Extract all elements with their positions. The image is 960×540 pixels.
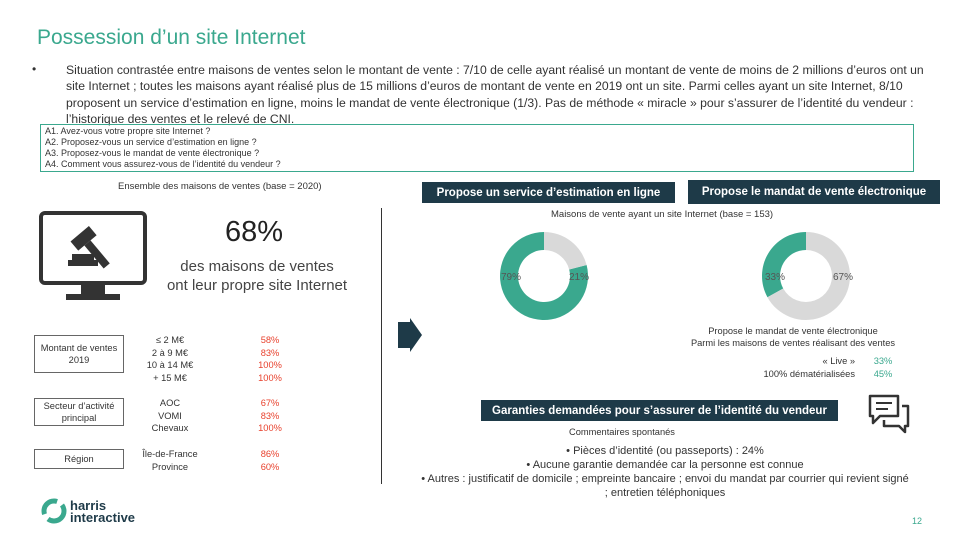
segment-pct: 83% (260, 410, 280, 421)
guarantees-list (420, 444, 910, 500)
segment-value: ≤ 2 M€ (155, 335, 185, 345)
page-title: Possession d’un site Internet (37, 26, 306, 49)
segment-values-montant (140, 334, 200, 384)
mandat-detail-line-2: Parmi les maisons de ventes réalisant des ventes (690, 337, 896, 348)
base-left: Ensemble des maisons de ventes (base = 2020) (118, 181, 322, 192)
tag-mandat: Propose le mandat de vente électronique (688, 180, 940, 204)
segment-label-secteur: Secteur d’activité principal (34, 398, 124, 426)
guarantee-item: • Pièces d’identité (ou passeports) : 24% (566, 445, 764, 457)
computer-gavel-icon (38, 210, 148, 302)
vertical-divider (381, 208, 382, 484)
tag-garanties: Garanties demandées pour s’assurer de l’identité du vendeur (481, 400, 838, 421)
bullet-mark: • (32, 62, 37, 76)
question-a3: A3. Proposez-vous le mandat de vente électronique ? (45, 148, 260, 158)
guarantee-item: • Aucune garantie demandée car la personne est connue (526, 459, 804, 471)
segment-value: Île-de-France (142, 449, 198, 459)
segment-pcts-secteur (240, 397, 300, 435)
mandat-detail-labels (752, 355, 855, 380)
donut-estimation-yes-label: 79% (501, 272, 522, 283)
donut-mandat (758, 230, 868, 322)
segment-value: 2 à 9 M€ (151, 347, 189, 358)
segment-pct: 100% (258, 372, 282, 383)
page-number: 12 (912, 516, 923, 526)
segment-value: Province (151, 461, 189, 472)
mandat-detail-label: « Live » (822, 356, 855, 366)
segment-pcts-region (240, 448, 300, 473)
comments-icon (866, 392, 912, 436)
mandat-detail-line-1: Propose le mandat de vente électronique (708, 326, 878, 336)
headline-percentage: 68% (225, 216, 284, 248)
headline-line-2: ont leur propre site Internet (166, 277, 348, 294)
mandat-detail-title (678, 326, 908, 349)
mandat-detail-label: 100% dématérialisées (763, 368, 855, 379)
donut-estimation-no-slice (544, 232, 587, 270)
mandat-detail-pcts (868, 355, 898, 380)
donut-estimation-no-label: 21% (569, 272, 590, 283)
tag-estimation: Propose un service d’estimation en ligne (422, 182, 675, 203)
donut-mandat-no-label: 67% (833, 272, 854, 283)
summary-text: Situation contrastée entre maisons de ventes selon le montant de vente : 7/10 de celle ayant réalisé un montant de vente de moins de 2 millions d’euros ont un site Internet ; toutes les maisons ayant réalisé plus de 15 millions d’euros de montant de vente en 2019 ont un site. Parmi celles ayant un site Internet, 8/10 proposent un service d’estimation en ligne, moins le mandat de vente électronique (1/3). Pas de méthode « miracle » pour s’assurer de l’identité du vendeur : l’historique des ventes et le relevé de CNI. (66, 63, 924, 126)
segment-pct: 86% (260, 449, 280, 459)
segment-pct: 83% (260, 347, 280, 358)
question-a1: A1. Avez-vous votre propre site Internet ? (45, 126, 211, 136)
segment-pct: 67% (260, 398, 280, 408)
segment-values-secteur (140, 397, 200, 435)
logo-wordmark (70, 500, 135, 524)
logo-line-1: harris (70, 498, 107, 513)
segment-value: + 15 M€ (153, 372, 187, 383)
segment-pct: 100% (258, 423, 282, 433)
segment-pct: 60% (260, 461, 280, 472)
segment-pct: 58% (260, 335, 280, 345)
segment-label-region: Région (34, 449, 124, 469)
question-a4: A4. Comment vous assurez-vous de l’identité du vendeur ? (45, 159, 281, 169)
segment-value: AOC (159, 398, 181, 408)
mandat-detail-pct: 33% (873, 356, 893, 366)
logo-line-2: interactive (70, 510, 136, 525)
mandat-detail-pct: 45% (873, 368, 893, 379)
segment-value: 10 à 14 M€ (146, 360, 194, 370)
guarantee-item: • Autres : justificatif de domicile ; empreinte bancaire ; envoi du mandat par courrier qui revient signé ; entretien téléphoniques (421, 473, 909, 499)
questions-box (40, 124, 914, 172)
segment-values-region (140, 448, 200, 473)
donut-mandat-yes-label: 33% (765, 272, 786, 283)
base-right: Maisons de vente ayant un site Internet (base = 153) (551, 209, 774, 220)
arrow-right-icon (398, 318, 422, 352)
question-a2: A2. Proposez-vous un service d’estimation en ligne ? (45, 137, 257, 147)
segment-pcts-montant (240, 334, 300, 384)
segment-label-montant: Montant de ventes 2019 (34, 335, 124, 373)
segment-value: VOMI (158, 410, 182, 421)
headline-text (162, 257, 352, 295)
segment-pct: 100% (258, 360, 282, 370)
donut-estimation (496, 230, 606, 322)
comments-label: Commentaires spontanés (569, 427, 675, 437)
headline-line-1: des maisons de ventes (180, 258, 334, 275)
donut-mandat-yes-slice (762, 232, 806, 297)
harris-interactive-logo-icon (40, 497, 68, 525)
segment-value: Chevaux (151, 423, 189, 433)
